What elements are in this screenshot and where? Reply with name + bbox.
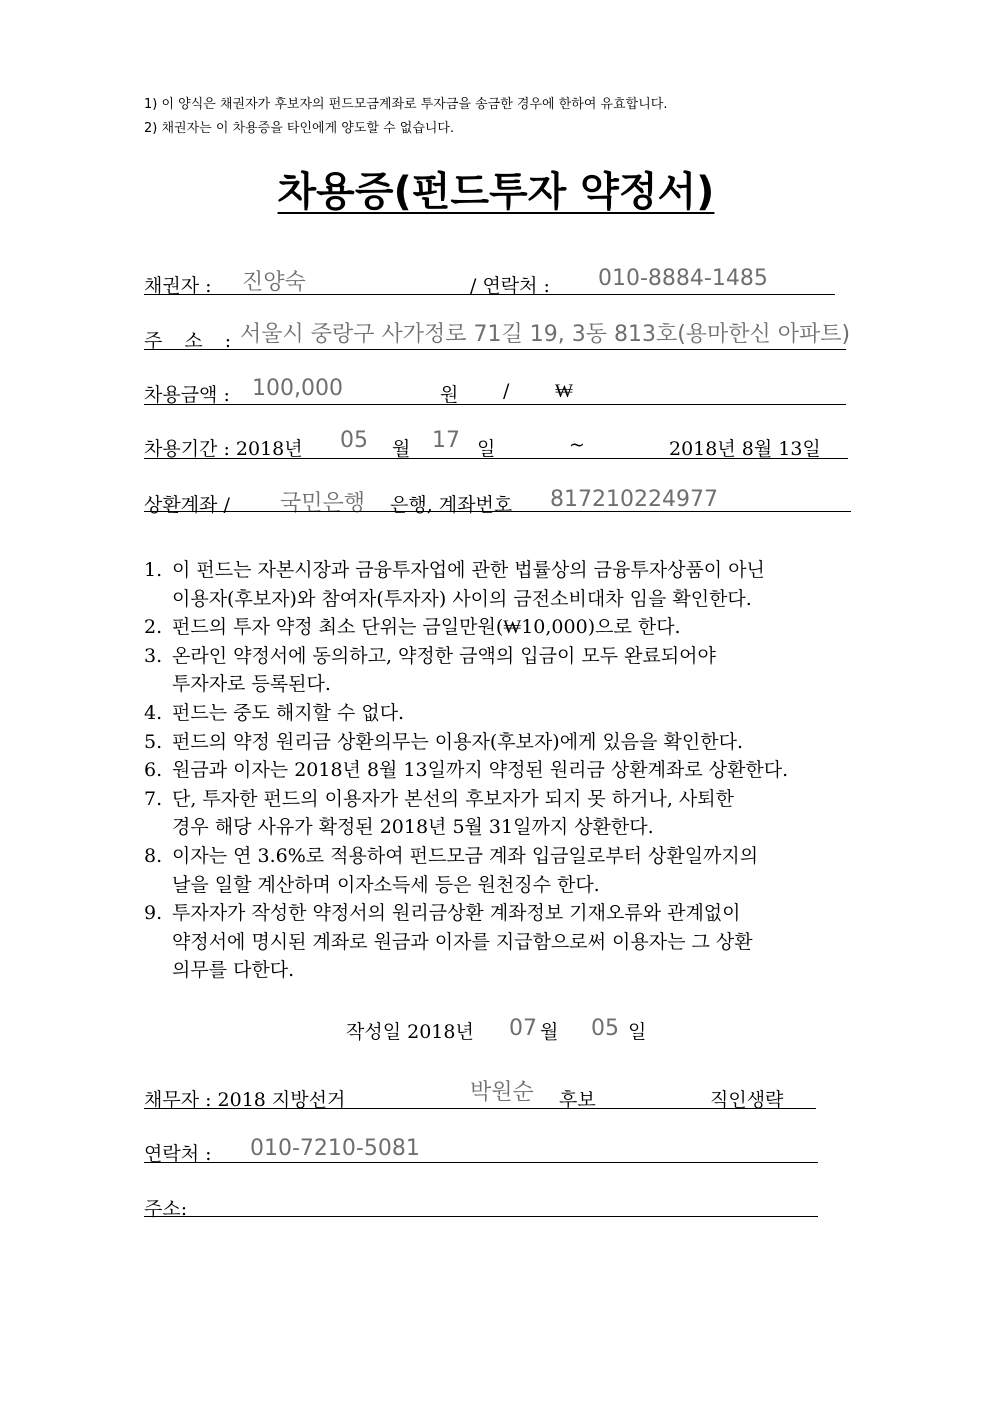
- debtor-contact: 010-7210-5081: [250, 1136, 420, 1161]
- period-label: 차용기간 : 2018년: [144, 438, 303, 460]
- account-underline: [144, 511, 851, 512]
- term-item: 4. 펀드는 중도 해지할 수 없다.: [144, 701, 405, 724]
- address-underline: [144, 349, 846, 350]
- notice-line-1: 1) 이 양식은 채권자가 후보자의 펀드모금계좌로 투자금을 송금한 경우에 한하여 유효합니다.: [144, 97, 668, 112]
- term-item: 7. 단, 투자한 펀드의 이용자가 본선의 후보자가 되지 못 하거나, 사퇴한 경우 해당 사유가 확정된 2018년 5월 31일까지 상환한다.: [144, 787, 734, 839]
- period-start-month: 05: [340, 428, 368, 453]
- creditor-name: 진양숙: [242, 270, 306, 295]
- period-end: 2018년 8월 13일: [669, 438, 821, 460]
- account-number: 817210224977: [550, 487, 718, 512]
- account-bank-label: 은행, 계좌번호: [390, 494, 513, 516]
- period-tilde: ~: [569, 434, 585, 456]
- debtor-contact-label: 연락처 :: [144, 1143, 212, 1165]
- debtor-underline: [144, 1108, 816, 1109]
- creditor-contact: 010-8884-1485: [598, 266, 768, 291]
- date-day: 05: [591, 1016, 619, 1041]
- term-item: 1. 이 펀드는 자본시장과 금융투자업에 관한 법률상의 금융투자상품이 아닌 이용자(후보자)와 참여자(투자자) 사이의 금전소비대차 임을 확인한다.: [144, 559, 765, 610]
- won-sign: ₩: [555, 380, 573, 402]
- term-item: 9. 투자자가 작성한 약정서의 원리금상환 계좌정보 기재오류와 관계없이 약정서에 명시된 계좌로 원금과 이자를 지급함으로써 이용자는 그 상환 의무를 다한다.: [144, 902, 753, 982]
- account-bank: 국민은행: [280, 491, 366, 516]
- amount-underline: [144, 404, 846, 405]
- debtor-name: 박원순: [470, 1080, 534, 1105]
- notice-line-2: 2) 채권자는 이 차용증을 타인에게 양도할 수 없습니다.: [144, 121, 455, 136]
- period-start-day: 17: [432, 428, 460, 453]
- term-item: 6. 원금과 이자는 2018년 8월 13일까지 약정된 원리금 상환계좌로 상환한다.: [144, 759, 789, 782]
- account-label: 상환계좌 /: [144, 494, 230, 516]
- term-item: 8. 이자는 연 3.6%로 적용하여 펀드모금 계좌 입금일로부터 상환일까지의 날을 일할 계산하며 이자소득세 등은 원천징수 한다.: [144, 844, 759, 896]
- address-label: 주 소 :: [144, 330, 232, 352]
- debtor-label: 채무자 : 2018 지방선거: [144, 1089, 346, 1111]
- period-day-label: 일: [477, 438, 496, 460]
- debtor-address-label: 주소:: [144, 1198, 188, 1220]
- debtor-address-underline: [144, 1216, 818, 1217]
- document-title: 차용증(펀드투자 약정서): [277, 169, 715, 215]
- terms-list: [144, 556, 788, 985]
- debtor-contact-underline: [144, 1162, 818, 1163]
- date-day-label: 일: [628, 1021, 647, 1043]
- creditor-label: 채권자 :: [144, 275, 212, 297]
- amount-unit: 원: [440, 384, 459, 406]
- date-month-label: 월: [540, 1021, 559, 1043]
- seal-omitted: 직인생략: [710, 1089, 784, 1111]
- creditor-contact-label: / 연락처 :: [470, 275, 550, 297]
- term-item: 2. 펀드의 투자 약정 최소 단위는 금일만원(₩10,000)으로 한다.: [144, 616, 681, 639]
- date-month: 07: [509, 1016, 537, 1041]
- address-value: 서울시 중랑구 사가정로 71길 19, 3동 813호(용마한신 아파트): [240, 322, 851, 347]
- period-underline: [144, 458, 848, 459]
- debtor-role: 후보: [559, 1089, 596, 1111]
- term-item: 5. 펀드의 약정 원리금 상환의무는 이용자(후보자)에게 있음을 확인한다.: [144, 730, 744, 753]
- amount-slash: /: [503, 380, 510, 402]
- period-month-label: 월: [392, 438, 411, 460]
- term-item: 3. 온라인 약정서에 동의하고, 약정한 금액의 입금이 모두 완료되어야 투자자로 등록된다.: [144, 644, 716, 696]
- amount-value: 100,000: [252, 376, 343, 401]
- amount-label: 차용금액 :: [144, 384, 230, 406]
- date-label: 작성일 2018년: [346, 1021, 474, 1043]
- creditor-underline: [144, 294, 835, 295]
